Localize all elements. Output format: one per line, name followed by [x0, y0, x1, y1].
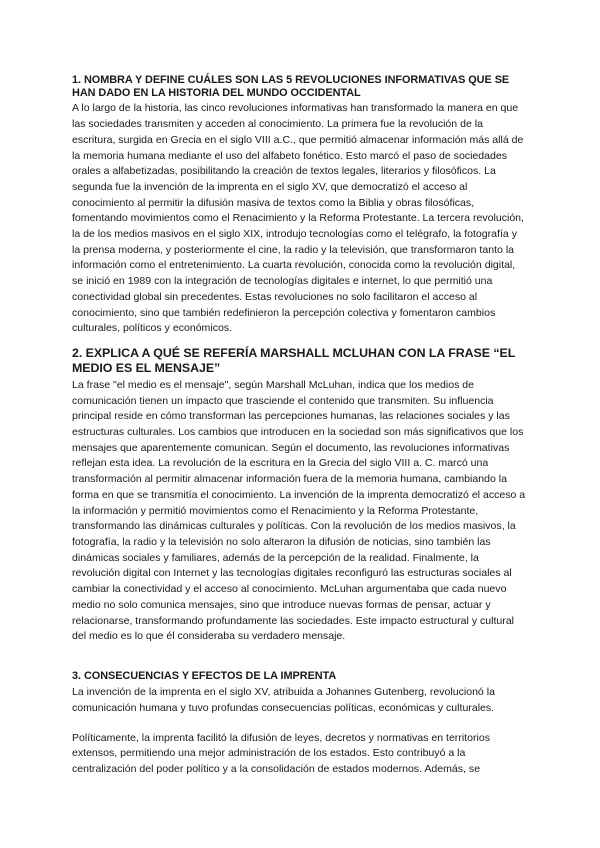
paragraph: La invención de la imprenta en el siglo XV, atribuida a Johannes Gutenberg, revolucionó la comunicación humana y tuvo profundas consecuencias políticas, económicas y culturales. [72, 686, 495, 714]
section-heading: 1. NOMBRA Y DEFINE CUÁLES SON LAS 5 REVOLUCIONES INFORMATIVAS QUE SE HAN DADO EN LA HISTORIA DEL MUNDO OCCIDENTAL [72, 74, 510, 100]
section-revoluciones [72, 74, 528, 337]
paragraph: La frase "el medio es el mensaje", según Marshall McLuhan, indica que los medios de comunicación tienen un impacto que trasciende el contenido que transmiten. Su influencia principal reside en cómo transforman las percepciones humanas, las relaciones sociales y las estructuras culturales. Los cambios que introducen en la sociedad son más significativos que los mensajes que aparentemente comunican. Según el documento, las revoluciones informativas reflejan esta idea. La revolución de la escritura en la Grecia del siglo VIII a. C. marcó una transformación al permitir almacenar información fuera de la memoria humana, cambiando la forma en que se transmitía el conocimiento. La invención de la imprenta democratizó el acceso a la información y permitió movimientos como el Renacimiento y la Reforma Protestante, transformando las dinámicas culturales y políticas. Con la revolución de los medios masivos, la fotografía, la radio y la televisión no solo alteraron la difusión de noticias, sino también las dinámicas sociales y familiares, además de la percepción de la realidad. Finalmente, la revolución digital con Internet y las tecnologías digitales reconfiguró las estructuras sociales al cambiar la conectividad y el acceso al conocimiento. McLuhan argumentaba que cada nuevo medio no solo comunica mensajes, sino que introduce nuevas formas de pensar, actuar y relacionarse, transformando profundamente las sociedades. Este impacto estructural y cultural del medio es lo que él consideraba su verdadero mensaje. [72, 378, 526, 643]
paragraph-spacer [72, 717, 528, 731]
section-heading: 3. CONSECUENCIAS Y EFECTOS DE LA IMPRENTA [72, 669, 337, 682]
paragraph: A lo largo de la historia, las cinco revoluciones informativas han transformado la manera en que las sociedades transmiten y acceden al conocimiento. La primera fue la revolución de la escritura, surgida en Grecia en el siglo VIII a.C., que permitió almacenar información más allá de la memoria humana mediante el uso del alfabeto fonético. Esto marcó el paso de sociedades orales a alfabetizadas, posibilitando la creación de textos legales, literarios y filosóficos. La segunda fue la invención de la imprenta en el siglo XV, que democratizó el acceso al conocimiento al permitir la difusión masiva de textos como la Biblia y obras filosóficas, fomentando movimientos como el Renacimiento y la Reforma Protestante. La tercera revolución, la de los medios masivos en el siglo XIX, introdujo tecnologías como el telégrafo, la fotografía y la prensa moderna, y posteriormente el cine, la radio y la televisión, que transformaron tanto la información como el entretenimiento. La cuarta revolución, conocida como la revolución digital, se inició en 1989 con la integración de tecnologías digitales e internet, lo que permitió una conectividad global sin precedentes. Estas revoluciones no solo facilitaron el acceso al conocimiento, sino que también redefinieron la percepción colectiva y fomentaron cambios culturales, políticos y económicos. [72, 102, 524, 335]
section-heading: 2. EXPLICA A QUÉ SE REFERÍA MARSHALL MCLUHAN CON LA FRASE “EL MEDIO ES EL MENSAJE” [72, 345, 516, 375]
document-page [72, 72, 528, 778]
section-imprenta [72, 670, 528, 778]
section-mcluhan [72, 346, 528, 645]
paragraph: Políticamente, la imprenta facilitó la difusión de leyes, decretos y normativas en territorios extensos, permitiendo una mejor administración de los estados. Esto contribuyó a la centralización del poder político y a la consolidación de estados modernos. Además, se [72, 731, 490, 775]
